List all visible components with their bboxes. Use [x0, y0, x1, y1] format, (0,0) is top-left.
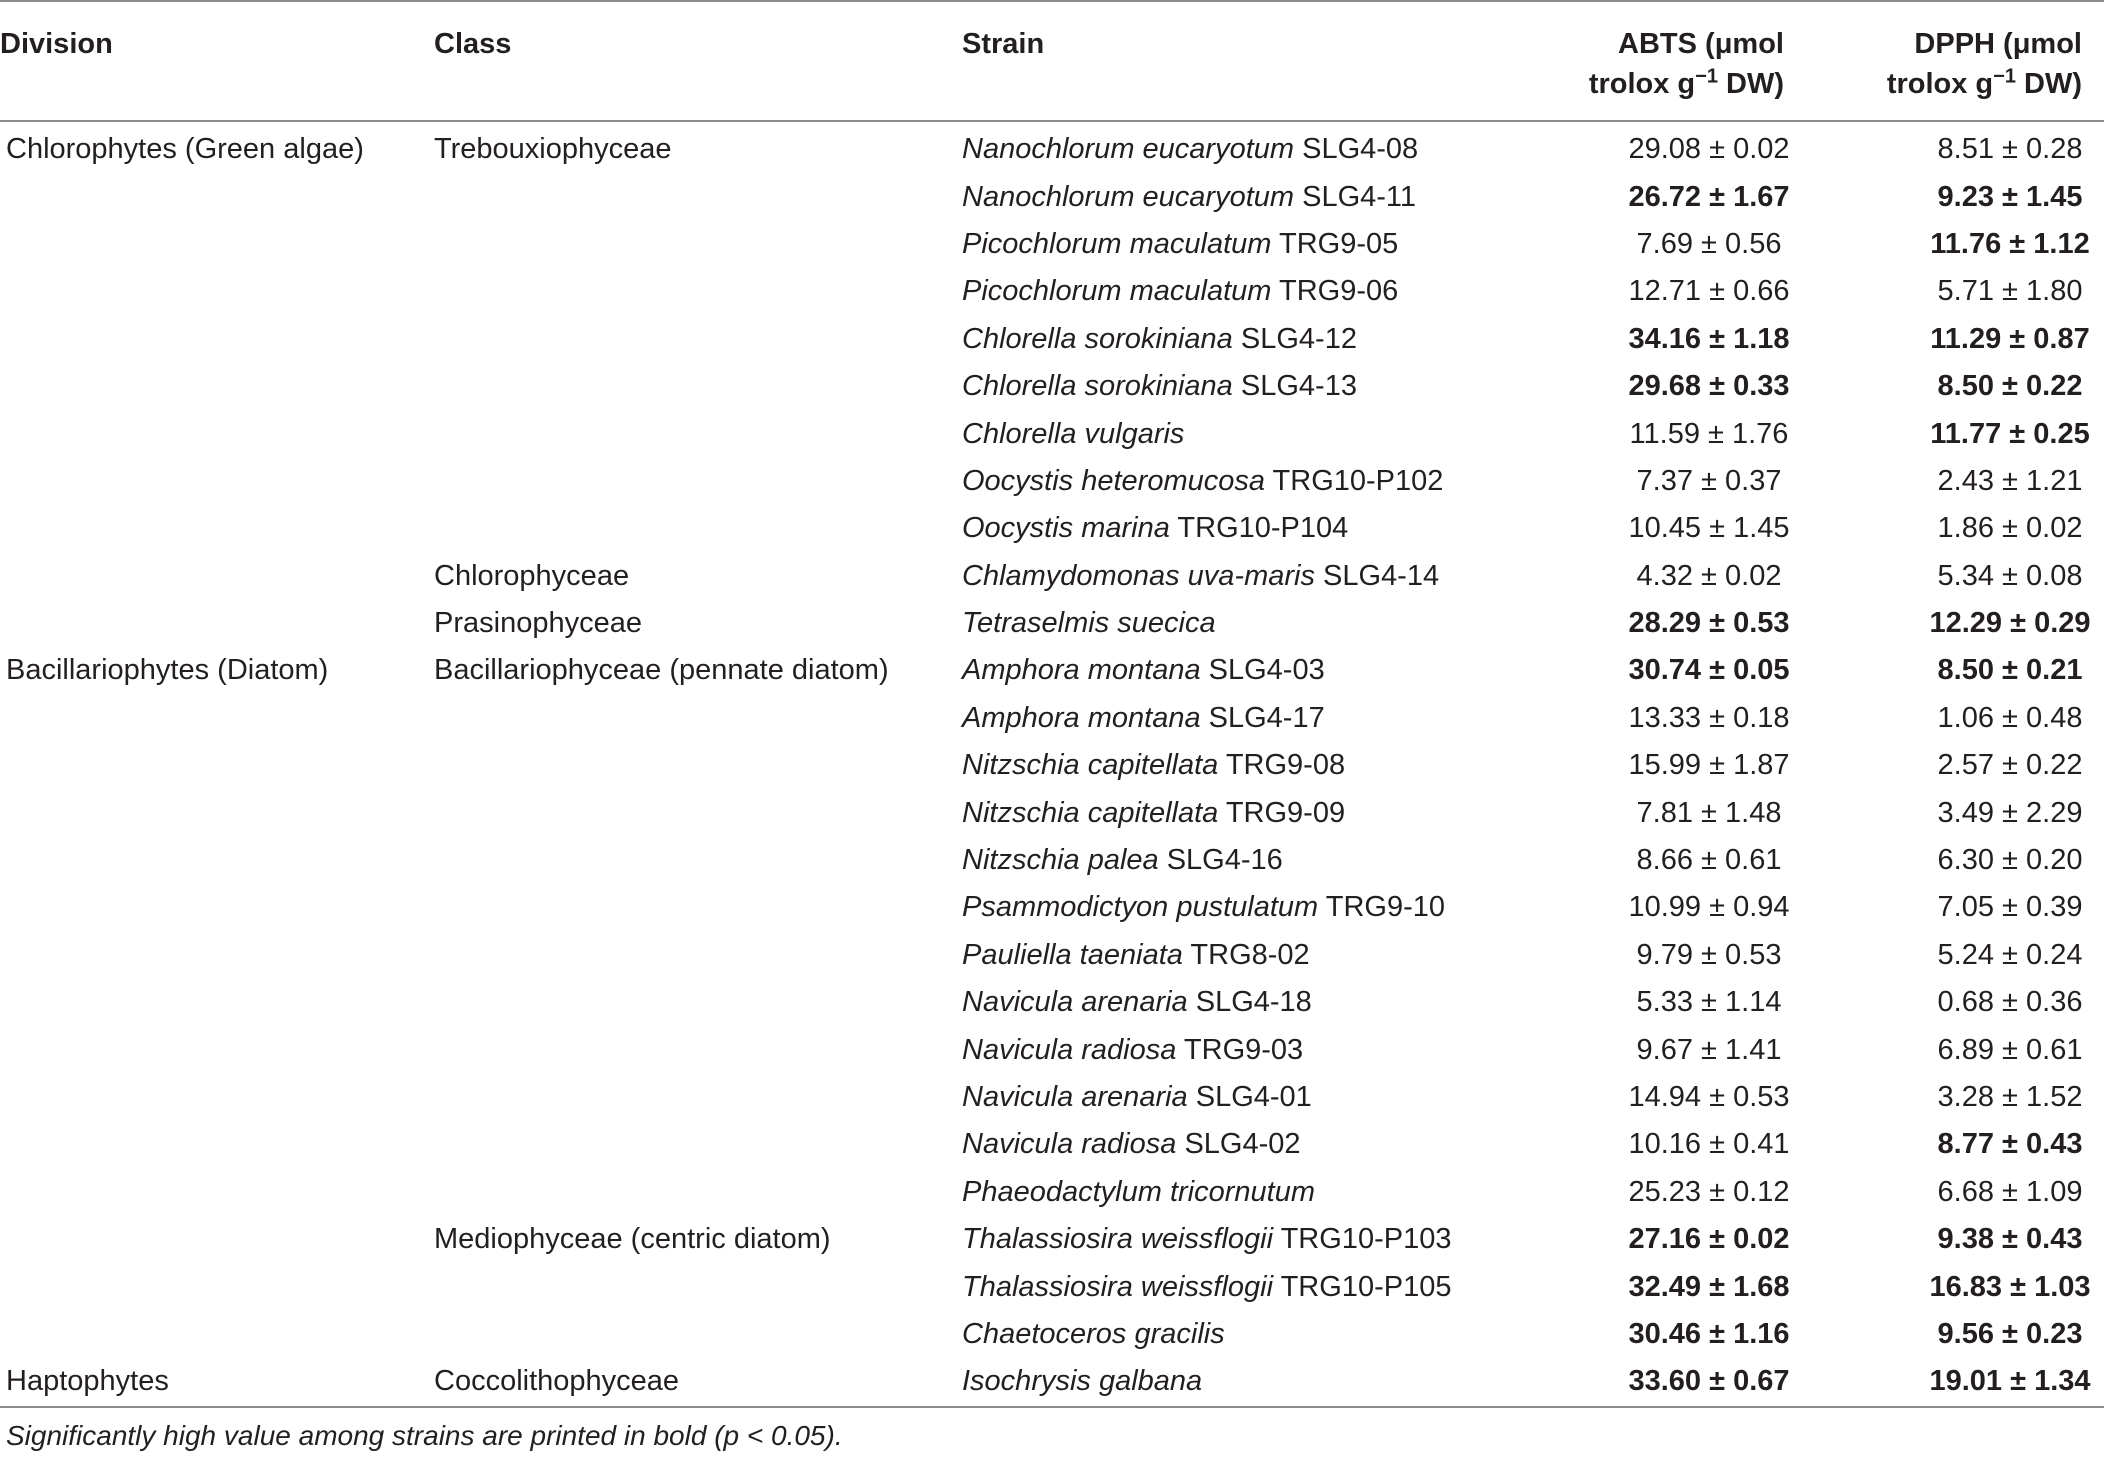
- division-cell: [0, 1121, 434, 1168]
- abts-value: 4.32 ± 0.02: [1636, 559, 1782, 592]
- dpph-value: 7.05 ± 0.39: [1937, 891, 2083, 924]
- division-cell: [0, 1216, 434, 1263]
- abts-value: 27.16 ± 0.02: [1628, 1223, 1790, 1256]
- division-cell: [0, 742, 434, 789]
- division-cell: [0, 553, 434, 600]
- table-row: [0, 1074, 2104, 1121]
- class-cell: [434, 1121, 962, 1168]
- header-dpph-sup: −1: [1993, 65, 2016, 88]
- species-name: Navicula radiosa: [962, 1128, 1177, 1161]
- division-cell: Bacillariophytes (Diatom): [6, 654, 329, 687]
- division-cell: [0, 221, 434, 268]
- dpph-value: 6.30 ± 0.20: [1937, 844, 2083, 877]
- strain-cell: [962, 789, 1484, 836]
- table-row: [0, 600, 2104, 647]
- dpph-value: 6.68 ± 1.09: [1937, 1175, 2083, 1208]
- class-cell: [434, 695, 962, 742]
- header-abts-line1: ABTS (μmol: [1618, 28, 1784, 60]
- table-row: [0, 932, 2104, 979]
- dpph-value: 2.57 ± 0.22: [1937, 749, 2083, 782]
- table-row: [0, 742, 2104, 789]
- table-row: [0, 884, 2104, 931]
- dpph-value: 9.38 ± 0.43: [1937, 1223, 2083, 1256]
- abts-value: 30.46 ± 1.16: [1628, 1317, 1790, 1350]
- table-row: [0, 1026, 2104, 1073]
- dpph-value: 9.56 ± 0.23: [1937, 1317, 2083, 1350]
- abts-value: 26.72 ± 1.67: [1628, 180, 1790, 213]
- division-cell: [0, 1026, 434, 1073]
- class-cell: [434, 789, 962, 836]
- class-cell: [434, 458, 962, 505]
- strain-cell: [962, 1216, 1484, 1263]
- species-name: Chlorella sorokiniana: [962, 370, 1233, 403]
- strain-code: TRG8-02: [1182, 938, 1310, 971]
- strain-code: SLG4-12: [1232, 322, 1357, 355]
- division-cell: [0, 837, 434, 884]
- header-strain: Strain: [962, 1, 1484, 121]
- species-name: Navicula radiosa: [962, 1033, 1177, 1066]
- class-cell: Mediophyceae (centric diatom): [434, 1223, 831, 1256]
- division-cell: [0, 789, 434, 836]
- dpph-value: 16.83 ± 1.03: [1929, 1270, 2091, 1303]
- strain-cell: [962, 1263, 1484, 1310]
- division-cell: [0, 600, 434, 647]
- division-cell: [0, 884, 434, 931]
- strain-code: TRG10-P105: [1273, 1270, 1452, 1303]
- species-name: Isochrysis galbana: [962, 1365, 1203, 1398]
- header-abts-line2-pre: trolox g: [1588, 68, 1696, 100]
- species-name: Pauliella taeniata: [962, 938, 1183, 971]
- table-body: [0, 121, 2104, 1407]
- class-cell: Prasinophyceae: [434, 607, 642, 640]
- species-name: Chlorella sorokiniana: [962, 322, 1233, 355]
- species-name: Chaetoceros gracilis: [962, 1317, 1225, 1350]
- division-cell: [0, 505, 434, 552]
- strain-code: SLG4-13: [1232, 370, 1357, 403]
- strain-cell: [962, 553, 1484, 600]
- class-cell: [434, 884, 962, 931]
- dpph-value: 11.77 ± 0.25: [1930, 417, 2090, 450]
- division-cell: [0, 410, 434, 457]
- dpph-value: 8.77 ± 0.43: [1937, 1128, 2083, 1161]
- strain-cell: [962, 363, 1484, 410]
- strain-cell: [962, 458, 1484, 505]
- strain-code: TRG9-09: [1218, 796, 1346, 829]
- class-cell: Coccolithophyceae: [434, 1358, 962, 1406]
- strain-cell: [962, 647, 1484, 694]
- table-row: [0, 316, 2104, 363]
- class-cell: [434, 1311, 962, 1358]
- strain-cell: [962, 979, 1484, 1026]
- division-cell: [0, 695, 434, 742]
- strain-cell: [962, 410, 1484, 457]
- strain-code: SLG4-17: [1200, 701, 1325, 734]
- dpph-value: 8.51 ± 0.28: [1937, 133, 2083, 166]
- division-cell: [0, 979, 434, 1026]
- strain-cell: [962, 932, 1484, 979]
- strain-code: SLG4-16: [1158, 844, 1283, 877]
- species-name: Oocystis heteromucosa: [962, 464, 1266, 497]
- table-row: [0, 173, 2104, 220]
- abts-value: 9.67 ± 1.41: [1636, 1033, 1782, 1066]
- abts-value: 29.68 ± 0.33: [1628, 370, 1790, 403]
- abts-value: 33.60 ± 0.67: [1484, 1358, 1868, 1406]
- abts-value: 13.33 ± 0.18: [1628, 701, 1790, 734]
- abts-value: 9.79 ± 0.53: [1636, 938, 1782, 971]
- abts-value: 29.08 ± 0.02: [1628, 133, 1790, 166]
- species-name: Oocystis marina: [962, 512, 1170, 545]
- table-row: [0, 647, 2104, 694]
- abts-value: 7.37 ± 0.37: [1636, 464, 1782, 497]
- strain-code: SLG4-14: [1314, 559, 1440, 592]
- table-row: [0, 410, 2104, 457]
- dpph-value: 3.49 ± 2.29: [1937, 796, 2083, 829]
- class-cell: [434, 316, 962, 363]
- strain-code: TRG9-10: [1318, 891, 1446, 924]
- abts-value: 11.59 ± 1.76: [1629, 417, 1789, 450]
- class-cell: [434, 932, 962, 979]
- class-cell: [434, 1263, 962, 1310]
- dpph-value: 5.24 ± 0.24: [1937, 938, 2083, 971]
- abts-value: 25.23 ± 0.12: [1628, 1175, 1790, 1208]
- table-header: [0, 1, 2104, 121]
- table-row: [0, 121, 2104, 173]
- table-row: [0, 505, 2104, 552]
- dpph-value: 12.29 ± 0.29: [1929, 607, 2091, 640]
- strain-code: TRG10-P103: [1273, 1223, 1452, 1256]
- strain-cell: [962, 268, 1484, 315]
- dpph-value: 5.34 ± 0.08: [1937, 559, 2083, 592]
- division-cell: [0, 1263, 434, 1310]
- abts-value: 28.29 ± 0.53: [1628, 607, 1790, 640]
- dpph-value: 1.86 ± 0.02: [1937, 512, 2083, 545]
- species-name: Chlorella vulgaris: [962, 417, 1185, 450]
- table-row: [0, 268, 2104, 315]
- strain-code: TRG9-03: [1176, 1033, 1304, 1066]
- strain-cell: [962, 1074, 1484, 1121]
- table-footnote: Significantly high value among strains are printed in bold (p < 0.05).: [6, 1420, 843, 1451]
- strain-cell: [962, 316, 1484, 363]
- class-cell: [434, 173, 962, 220]
- strain-code: SLG4-18: [1187, 986, 1312, 1019]
- division-cell: [0, 1169, 434, 1216]
- abts-value: 7.81 ± 1.48: [1636, 796, 1782, 829]
- header-class: Class: [434, 1, 962, 121]
- species-name: Tetraselmis suecica: [962, 607, 1216, 640]
- species-name: Navicula arenaria: [962, 986, 1188, 1019]
- abts-value: 14.94 ± 0.53: [1628, 1081, 1790, 1113]
- strain-cell: [962, 1121, 1484, 1168]
- abts-value: 15.99 ± 1.87: [1628, 749, 1790, 782]
- class-cell: [434, 363, 962, 410]
- division-cell: [0, 1074, 434, 1121]
- abts-value: 7.69 ± 0.56: [1636, 227, 1782, 260]
- table-row: [0, 1216, 2104, 1263]
- table-row: [0, 1121, 2104, 1168]
- table-row: [0, 979, 2104, 1026]
- species-name: Nitzschia capitellata: [962, 749, 1219, 782]
- class-cell: [434, 410, 962, 457]
- abts-value: 10.16 ± 0.41: [1628, 1128, 1790, 1161]
- strain-cell: [962, 1169, 1484, 1216]
- class-cell: [434, 1074, 962, 1121]
- strain-cell: [962, 742, 1484, 789]
- abts-value: 10.99 ± 0.94: [1628, 891, 1790, 924]
- division-cell: [0, 268, 434, 315]
- table-row: [0, 1311, 2104, 1358]
- strain-code: TRG10-P104: [1169, 512, 1349, 545]
- strain-code: TRG10-P102: [1265, 464, 1444, 497]
- header-abts: [1484, 1, 1868, 121]
- strain-cell: [962, 121, 1484, 173]
- table-row: [0, 458, 2104, 505]
- abts-value: 32.49 ± 1.68: [1628, 1270, 1790, 1303]
- dpph-value: 1.06 ± 0.48: [1937, 701, 2083, 734]
- species-name: Psammodictyon pustulatum: [962, 891, 1319, 924]
- strain-cell: [962, 173, 1484, 220]
- division-cell: [0, 173, 434, 220]
- header-abts-line2-post: DW): [1717, 68, 1784, 100]
- dpph-value: 8.50 ± 0.21: [1937, 654, 2083, 687]
- dpph-value: 0.68 ± 0.36: [1937, 986, 2083, 1019]
- strain-code: SLG4-03: [1200, 654, 1325, 687]
- strain-cell: [962, 695, 1484, 742]
- dpph-value: 5.71 ± 1.80: [1937, 275, 2083, 308]
- dpph-value: 6.89 ± 0.61: [1937, 1033, 2083, 1066]
- class-cell: Chlorophyceae: [434, 559, 630, 592]
- class-cell: [434, 221, 962, 268]
- strain-code: SLG4-01: [1187, 1081, 1312, 1113]
- class-cell: Bacillariophyceae (pennate diatom): [434, 654, 889, 687]
- species-name: Navicula arenaria: [962, 1081, 1188, 1113]
- header-dpph-line1: DPPH (μmol: [1914, 28, 2082, 60]
- species-name: Thalassiosira weissflogii: [962, 1270, 1274, 1303]
- species-name: Nitzschia capitellata: [962, 796, 1219, 829]
- class-cell: [434, 979, 962, 1026]
- division-cell: [0, 316, 434, 363]
- abts-value: 34.16 ± 1.18: [1628, 322, 1790, 355]
- table-row: [0, 1169, 2104, 1216]
- table-row: [0, 363, 2104, 410]
- abts-value: 8.66 ± 0.61: [1636, 844, 1782, 877]
- dpph-value: 19.01 ± 1.34: [1868, 1358, 2104, 1406]
- dpph-value: 9.23 ± 1.45: [1937, 180, 2083, 213]
- strain-code: SLG4-11: [1294, 180, 1417, 213]
- class-cell: [434, 837, 962, 884]
- strain-cell: [962, 1311, 1484, 1358]
- species-name: Picochlorum maculatum: [962, 275, 1272, 308]
- table-row: [0, 789, 2104, 836]
- header-dpph-line2-pre: trolox g: [1886, 68, 1994, 100]
- division-cell: [0, 458, 434, 505]
- species-name: Chlamydomonas uva-maris: [962, 559, 1315, 592]
- species-name: Picochlorum maculatum: [962, 227, 1272, 260]
- strain-cell: [962, 221, 1484, 268]
- table-row: [0, 221, 2104, 268]
- strain-cell: [962, 600, 1484, 647]
- strain-code: TRG9-08: [1218, 749, 1346, 782]
- strain-code: SLG4-08: [1294, 133, 1419, 166]
- strain-cell: [962, 505, 1484, 552]
- strain-code: TRG9-06: [1271, 275, 1399, 308]
- header-division: Division: [0, 1, 434, 121]
- class-cell: [434, 742, 962, 789]
- division-cell: [0, 363, 434, 410]
- header-dpph: [1868, 1, 2104, 121]
- dpph-value: 3.28 ± 1.52: [1937, 1081, 2083, 1113]
- species-name: Nanochlorum eucaryotum: [962, 133, 1295, 166]
- species-name: Phaeodactylum tricornutum: [962, 1175, 1315, 1208]
- strain-code: SLG4-02: [1176, 1128, 1301, 1161]
- species-name: Thalassiosira weissflogii: [962, 1223, 1274, 1256]
- class-cell: [434, 268, 962, 315]
- division-cell: Chlorophytes (Green algae): [6, 133, 364, 166]
- header-row: [0, 1, 2104, 121]
- abts-value: 12.71 ± 0.66: [1628, 275, 1790, 308]
- species-name: Amphora montana: [962, 654, 1201, 687]
- abts-value: 30.74 ± 0.05: [1628, 654, 1790, 687]
- abts-value: 5.33 ± 1.14: [1636, 986, 1782, 1019]
- strain-cell: [962, 837, 1484, 884]
- division-cell: Haptophytes: [0, 1358, 434, 1406]
- class-cell: Trebouxiophyceae: [434, 133, 672, 166]
- species-name: Nanochlorum eucaryotum: [962, 180, 1295, 213]
- strain-code: TRG9-05: [1271, 227, 1399, 260]
- division-cell: [0, 932, 434, 979]
- dpph-value: 2.43 ± 1.21: [1937, 464, 2083, 497]
- dpph-value: 11.29 ± 0.87: [1930, 322, 2090, 355]
- class-cell: [434, 505, 962, 552]
- strain-cell: [962, 1026, 1484, 1073]
- species-name: Nitzschia palea: [962, 844, 1159, 877]
- class-cell: [434, 1169, 962, 1216]
- table-row: [0, 1263, 2104, 1310]
- strain-cell: [962, 1358, 1484, 1406]
- division-cell: [0, 1311, 434, 1358]
- strain-cell: [962, 884, 1484, 931]
- dpph-value: 11.76 ± 1.12: [1930, 227, 2090, 260]
- species-name: Amphora montana: [962, 701, 1201, 734]
- dpph-value: 8.50 ± 0.22: [1937, 370, 2083, 403]
- table-row: [0, 553, 2104, 600]
- header-dpph-line2-post: DW): [2015, 68, 2082, 100]
- table-row: [0, 695, 2104, 742]
- table-row: [0, 837, 2104, 884]
- table-row: [0, 1358, 2104, 1406]
- abts-value: 10.45 ± 1.45: [1628, 512, 1790, 545]
- class-cell: [434, 1026, 962, 1073]
- header-abts-sup: −1: [1695, 65, 1718, 88]
